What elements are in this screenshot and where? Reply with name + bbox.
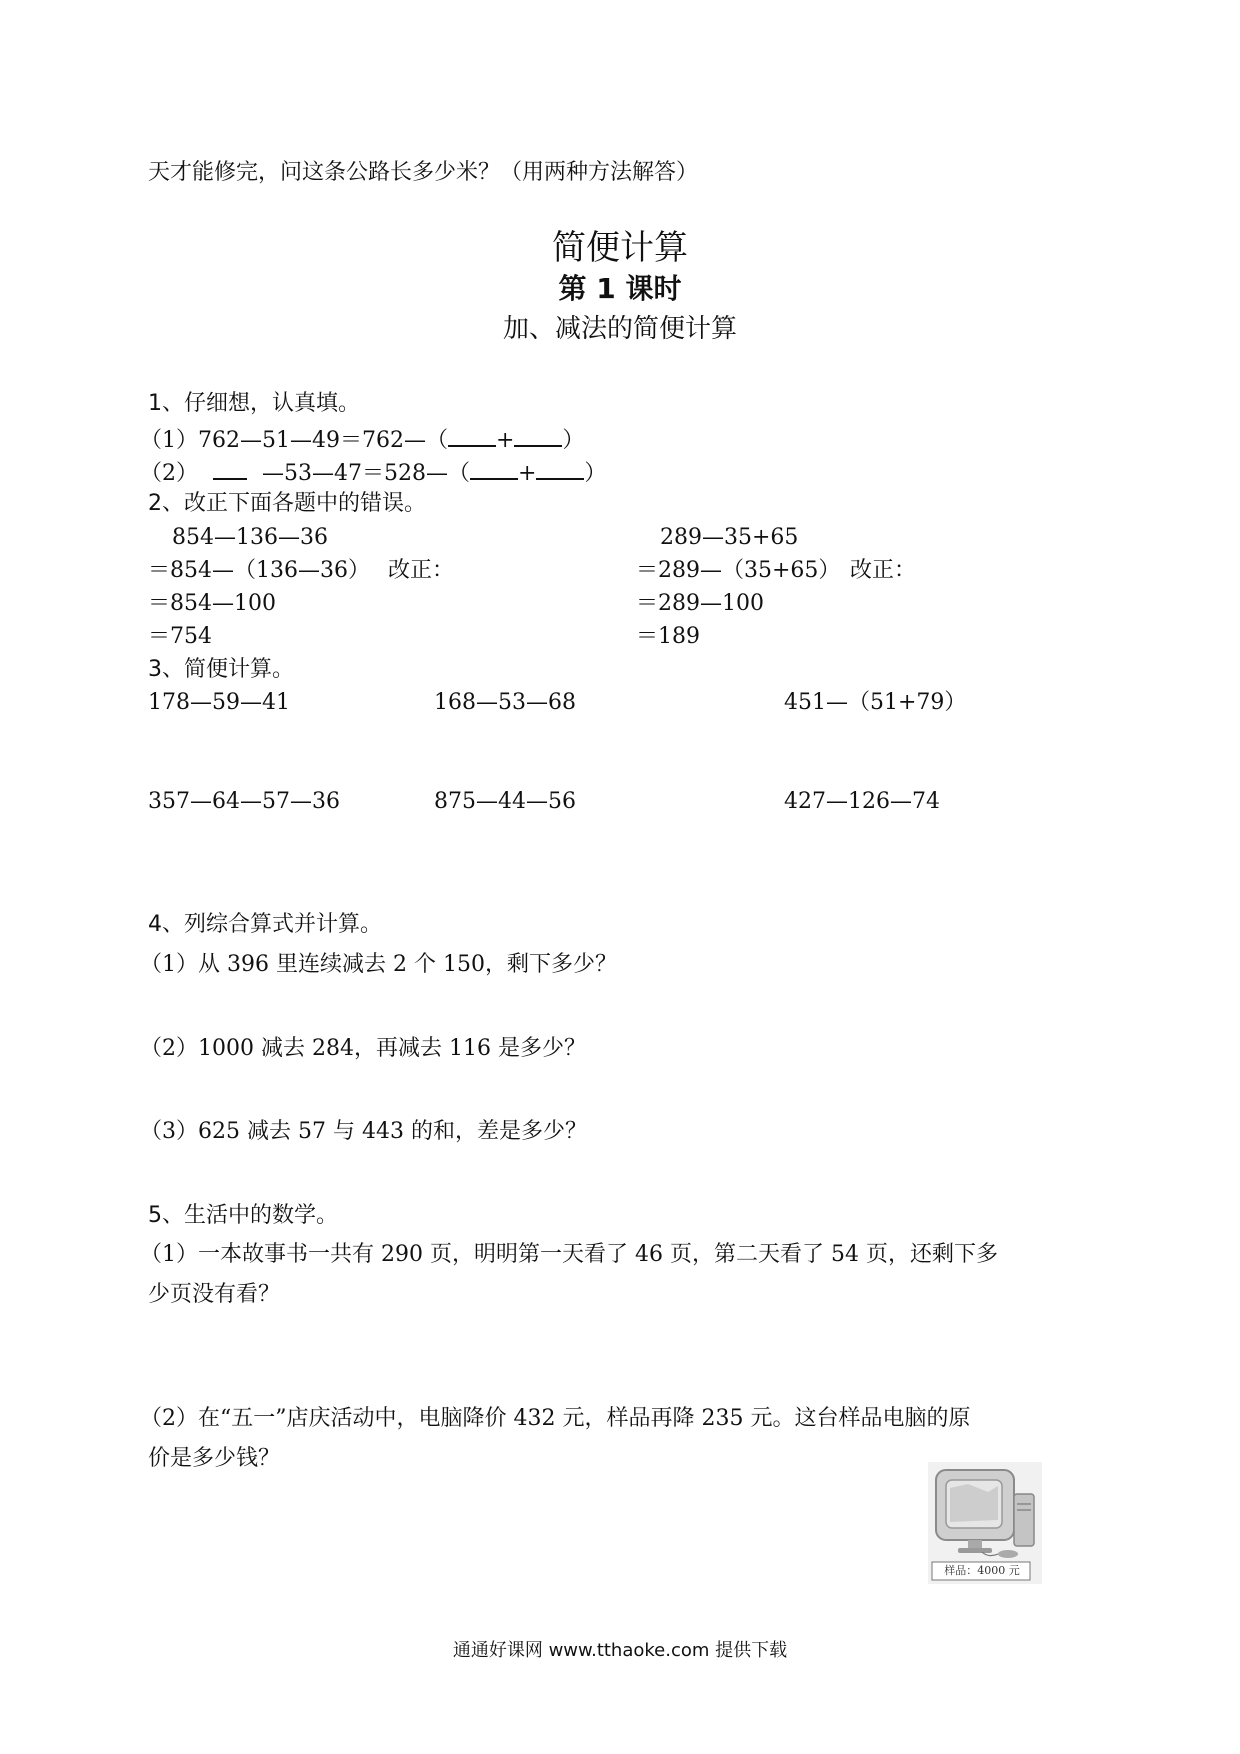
error-work-right-line-2: ＝289—（35+65） [636,558,841,583]
answer-blank[interactable] [536,456,584,480]
continued-question-line: 天才能修完，问这条公路长多少米？（用两种方法解答） [148,160,699,185]
fill-in-question-2-label: （2） [140,461,198,486]
plus-sign: + [495,428,515,453]
calc-problem: 451—（51+79） [784,690,967,715]
plus-sign: + [517,461,537,486]
answer-blank[interactable] [470,456,518,480]
correct-label-left: 改正： [388,558,455,583]
word-problem-4-2: （2）1000 减去 284，再减去 116 是多少？ [140,1036,586,1061]
section-2-heading: 2、改正下面各题中的错误。 [148,491,426,516]
error-work-right-line-4: ＝189 [636,624,700,649]
closing-paren: ） [562,428,585,453]
answer-blank[interactable] [448,423,496,447]
calc-problem: 168—53—68 [434,690,576,715]
section-3-heading: 3、简便计算。 [148,657,294,682]
calc-problem: 178—59—41 [148,690,290,715]
lesson-topic: 加、减法的简便计算 [502,314,737,344]
error-work-right-line-3: ＝289—100 [636,591,764,616]
calc-problem: 427—126—74 [784,789,940,814]
life-problem-1-line-1: （1）一本故事书一共有 290 页，明明第一天看了 46 页，第二天看了 54 页，还剩下多 [140,1242,998,1267]
fill-in-question-1 [140,423,584,456]
calc-problem: 357—64—57—36 [148,789,340,814]
page-title: 简便计算 [552,228,688,268]
computer-illustration [928,1462,1042,1584]
fill-in-question-2 [140,456,606,489]
answer-blank[interactable] [514,423,562,447]
word-problem-4-3: （3）625 减去 57 与 443 的和，差是多少？ [140,1119,587,1144]
error-work-left-line-4: ＝754 [148,624,212,649]
word-problem-4-1: （1）从 396 里连续减去 2 个 150，剩下多少？ [140,952,617,977]
calc-problem: 875—44—56 [434,789,576,814]
error-work-left-line-3: ＝854—100 [148,591,276,616]
error-work-left-line-2: ＝854—（136—36） [148,558,370,583]
fill-in-question-1-text: （1）762—51—49＝762—（ [140,428,448,453]
footer-source: 通通好课网 www.tthaoke.com 提供下载 [452,1640,788,1661]
section-1-heading: 1、仔细想，认真填。 [148,391,360,416]
sample-price-label: 样品：4000 元 [944,1564,1020,1577]
correct-label-right: 改正： [850,558,917,583]
error-work-left-line-1: 854—136—36 [172,525,328,550]
life-problem-1-line-2: 少页没有看？ [148,1282,281,1307]
life-problem-2-line-1: （2）在“五一”店庆活动中，电脑降价 432 元，样品再降 235 元。这台样品电脑的原 [140,1406,971,1431]
closing-paren: ） [584,461,607,486]
section-5-heading: 5、生活中的数学。 [148,1203,338,1228]
section-4-heading: 4、列综合算式并计算。 [148,912,382,937]
life-problem-2-line-2: 价是多少钱？ [148,1446,281,1471]
error-work-right-line-1: 289—35+65 [660,525,799,550]
answer-blank[interactable] [213,456,247,480]
lesson-number: 第 1 课时 [558,272,682,305]
fill-in-question-2-text: —53—47＝528—（ [262,461,470,486]
